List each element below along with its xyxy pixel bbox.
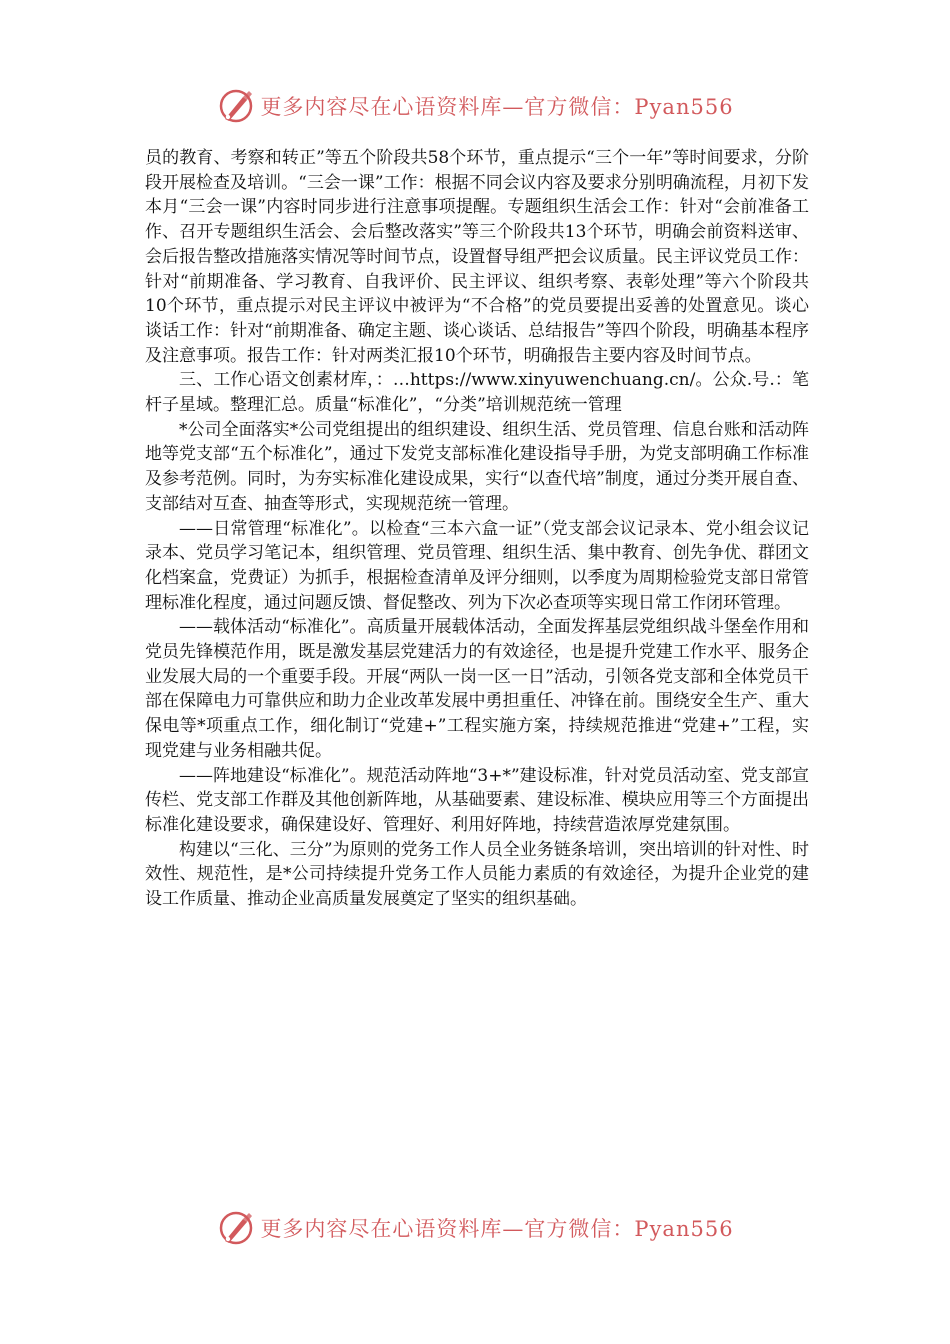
pen-logo-icon [216,1208,256,1248]
paragraph: ——载体活动“标准化”。高质量开展载体活动，全面发挥基层党组织战斗堡垒作用和党员先锋模范作用，既是激发基层党建活力的有效途径，也是提升党建工作水平、服务企业发展大局的一个重要手段。开展“两队一岗一区一日”活动，引领各党支部和全体党员干部在保障电力可靠供应和助力企业改革发展中勇担重任、冲锋在前。围绕安全生产、重大保电等*项重点工作，细化制订“党建+”工程实施方案，持续规范推进“党建+”工程，实现党建与业务相融共促。 [145,617,809,761]
header-banner [0,84,950,128]
paragraph: 构建以“三化、三分”为原则的党务工作人员全业务链条培训，突出培训的针对性、时效性、规范性，是*公司持续提升党务工作人员能力素质的有效途径，为提升企业党的建设工作质量、推动企业高质量发展奠定了坚实的组织基础。 [145,839,809,910]
paragraph: 三、工作心语文创素材库，：…https://www.xinyuwenchuang.cn/。公众.号.：笔杆子星域。整理汇总。质量“标准化”，“分类”培训规范统一管理 [145,370,809,416]
footer-banner [0,1206,950,1250]
paragraph: *公司全面落实*公司党组提出的组织建设、组织生活、党员管理、信息台账和活动阵地等党支部“五个标准化”，通过下发党支部标准化建设指导手册，为党支部明确工作标准及参考范例。同时，为夯实标准化建设成果，实行“以查代培”制度，通过分类开展自查、支部结对互查、抽查等形式，实现规范统一管理。 [145,419,809,514]
banner-text: 更多内容尽在心语资料库—官方微信：Pyan556 [260,1217,734,1241]
paragraph: 员的教育、考察和转正”等五个阶段共58个环节，重点提示“三个一年”等时间要求，分阶段开展检查及培训。“三会一课”工作：根据不同会议内容及要求分别明确流程，月初下发本月“三会一课”内容时同步进行注意事项提醒。专题组织生活会工作：针对“会前准备工作、召开专题组织生活会、会后整改落实”等三个阶段共13个环节，明确会前资料送审、会后报告整改措施落实情况等时间节点，设置督导组严把会议质量。民主评议党员工作：针对“前期准备、学习教育、自我评价、民主评议、组织考察、表彰处理”等六个阶段共10个环节，重点提示对民主评议中被评为“不合格”的党员要提出妥善的处置意见。谈心谈话工作：针对“前期准备、确定主题、谈心谈话、总结报告”等四个阶段，明确基本程序及注意事项。报告工作：针对两类汇报10个环节，明确报告主要内容及时间节点。 [145,148,809,366]
paragraph: ——日常管理“标准化”。以检查“三本六盒一证”（党支部会议记录本、党小组会议记录本、党员学习笔记本，组织管理、党员管理、组织生活、集中教育、创先争优、群团文化档案盒，党费证）为抓手，根据检查清单及评分细则，以季度为周期检验党支部日常管理标准化程度，通过问题反馈、督促整改、列为下次必查项等实现日常工作闭环管理。 [145,518,809,613]
document-body [145,146,809,912]
pen-logo-icon [216,86,256,126]
banner-text: 更多内容尽在心语资料库—官方微信：Pyan556 [260,95,734,119]
paragraph: ——阵地建设“标准化”。规范活动阵地“3+*”建设标准，针对党员活动室、党支部宣传栏、党支部工作群及其他创新阵地，从基础要素、建设标准、模块应用等三个方面提出标准化建设要求，确保建设好、管理好、利用好阵地，持续营造浓厚党建氛围。 [145,765,809,835]
